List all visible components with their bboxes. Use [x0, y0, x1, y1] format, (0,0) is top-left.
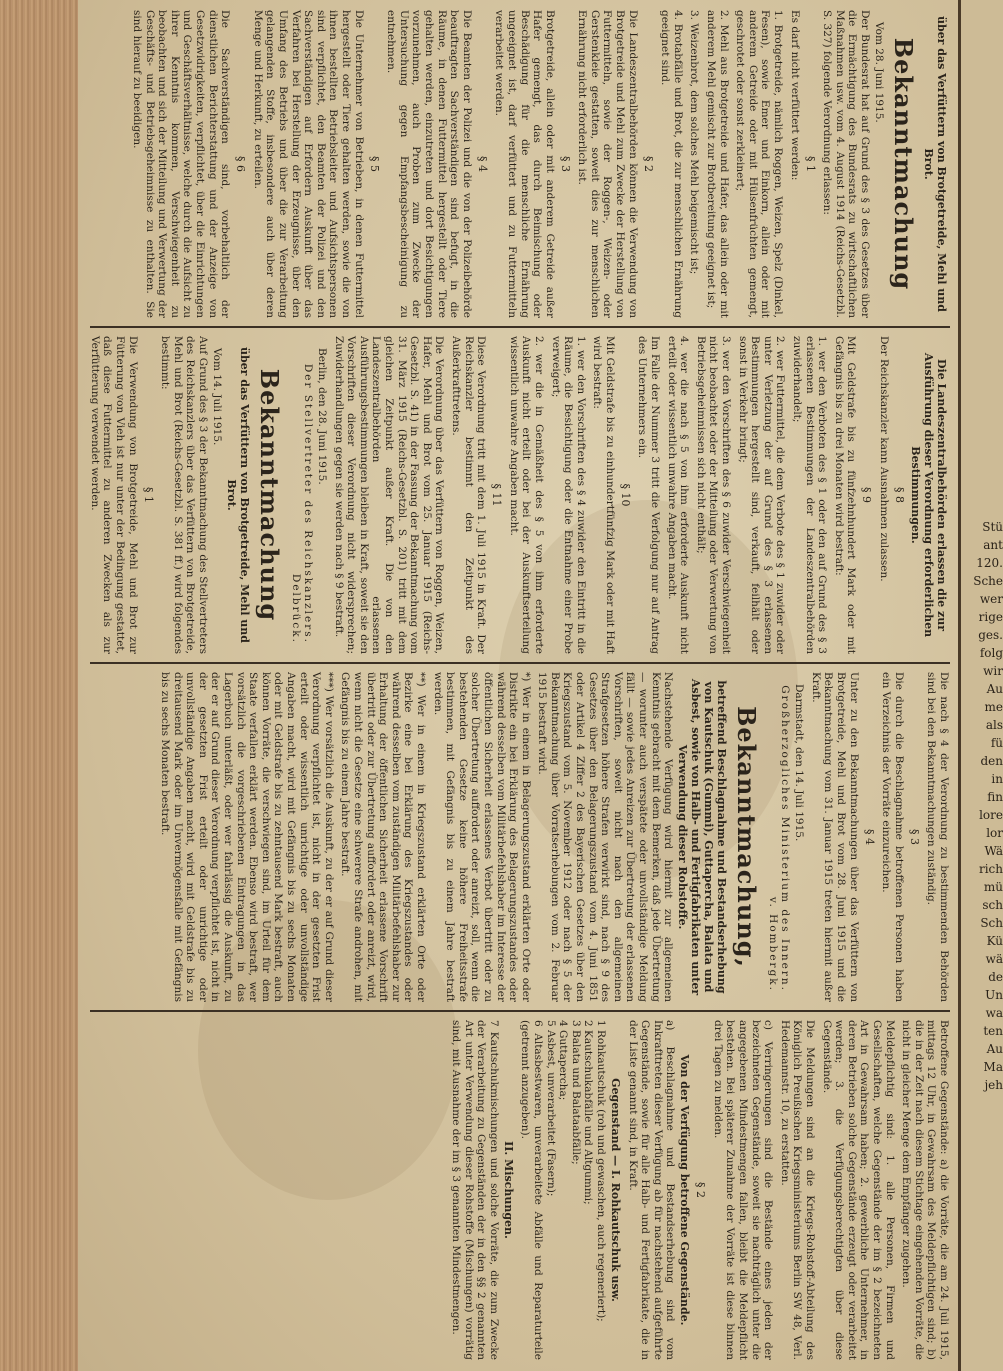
announcement-subheading: Gegenstand — I. Rohkautschuk usw.: [608, 1078, 622, 1302]
announcement-heading: Bekanntmachung: [889, 37, 918, 291]
list-item: 2 Kautschukabfälle und Altgummi;: [582, 1020, 595, 1205]
paragraph: Die Beamten der Polizei und die von der Polizeibehörde beauftragten Sachverständigen sind befugt, in die Räume, in denen Futtermittel hergestellt oder Tiere gehalten werden, einzutreten und dort Besichtigungen vorzunehmen, auch Proben zum Zwecke der Untersuchung gegen Empfangsbescheinigung zu entnehmen.: [385, 10, 473, 318]
section-mark: § 8: [893, 487, 906, 503]
paragraph: Mit Geldstrafe bis zu einhundertfünfzig Mark oder mit Haft wird bestraft:: [591, 336, 616, 654]
section-mark: § 5: [367, 156, 381, 172]
paragraph: a) Beschlagnahme und Bestandserhebung sind vom Inkrafttreten dieser Verfügung ab für nachstehend aufgeführte Gegenstände, sowie für alle Halb- und Fertigfabrikate, die in der Liste genannt sind, in Kraft.: [626, 1020, 677, 1360]
adjacent-page-fragment: wir: [983, 664, 1003, 678]
adjacent-page-fragment: Sche: [973, 574, 1003, 588]
paragraph: 3. wer den Vorschriften des § 6 zuwider Verschwiegenheit nicht beobachtet oder der Mitteilung oder Verwertung von Betriebsgeheimnissen sich nicht enthält;: [694, 336, 733, 654]
book-binding-edge: [0, 0, 80, 1371]
adjacent-page-fragment: lor: [986, 826, 1003, 840]
dateline: Berlin, den 28. Juni 1915.: [316, 348, 329, 485]
paragraph: Die Verordnung über das Verfüttern von Roggen, Weizen, Hafer, Mehl und Brot vom 25. Januar 1915 (Reichs-Gesetzbl. S. 41) in der Fassung der Bekanntmachung vom 31. März 1915 (Reichs-Gesetzbl. S. 201) tritt mit dem gleichen Zeitpunkt außer Kraft. Die von den Landeszentralbehörden erlassenen Ausführungsbestimmungen bleiben in Kraft, soweit sie den Vorschriften dieser Verordnung nicht widersprechen; Zuwiderhandlungen gegen sie werden nach § 9 bestraft.: [332, 336, 446, 654]
paragraph: Unter zu den Bekanntmachungen über das Verfüttern von Brotgetreide, Mehl und Brot vom 28. Juni 1915 und die Bekanntmachung vom 31. Januar 1915 treten hiermit außer Kraft.: [809, 672, 860, 1002]
signature-line: Der Stellvertreter des Reichskanzlers. Delbrück.: [290, 363, 315, 644]
section-mark: § 2: [694, 1182, 708, 1198]
adjacent-page-fragment: fin: [987, 790, 1003, 804]
adjacent-page-fragment: sch: [982, 898, 1003, 912]
list-item: 6 Altasbestwaren, unverarbeitete Abfälle und Reparaturteile (getrennt anzugeben).: [519, 1020, 544, 1360]
adjacent-page-edge: [958, 0, 1003, 1371]
adjacent-page-fragment: den: [980, 754, 1003, 768]
paragraph: Meldepflichtig sind: 1. alle Personen, Firmen und Gesellschaften, welche Gegenstände der im § 2 bezeichneten Art in Gewahrsam haben; 2. gewerbliche Unternehmer, in deren Betrieben solche Gegenstände erzeugt oder verarbeitet werden; 3. die Verfügungsberechtigten über diese Gegenstände.: [820, 1020, 896, 1360]
section-mark: § 10: [618, 483, 632, 507]
paragraph: Der Reichskanzler kann Ausnahmen zulassen.: [878, 336, 890, 582]
announcement-subheading: II. Mischungen.: [501, 1141, 515, 1239]
section-mark: § 4: [862, 829, 876, 845]
column-3: [90, 672, 950, 1002]
announcement-heading: Bekanntmachung,: [732, 706, 762, 968]
paragraph: Die durch die Beschlagnahme betroffenen Personen haben ein Verzeichnis der Vorräte einzureichen.: [880, 672, 905, 1002]
paragraph: 2. Mehl aus Brotgetreide und Hafer, das allein oder mit anderem Mehl gemischt zur Brotbereitung geeignet ist;: [705, 10, 730, 318]
column-1: [90, 10, 950, 318]
paragraph: Mit Geldstrafe bis zu fünfzehnhundert Mark oder mit Gefängnis bis zu drei Monaten wird bestraft:: [832, 336, 858, 654]
paragraph: 1. Brotgetreide, nämlich Roggen, Weizen, Spelz (Dinkel, Fesen), sowie Emer und Einkorn, allein oder mit anderem Getreide oder mit Hülsenfrüchten gemengt, geschrotet oder sonst zerkleinert;: [734, 10, 785, 318]
section-mark: § 1: [141, 487, 155, 503]
adjacent-page-fragment: als: [985, 718, 1003, 732]
paragraph: c) Verringerungen sind die Bestände eines jeden der bezeichneten Gegenstände, soweit sie nachträglich unter die angegebenen Mindestmengen fallen, bleibt die Meldepflicht bestehen. Bei späterer Zunahme der Vorräte ist diese binnen drei Tagen zu melden.: [711, 1020, 775, 1360]
adjacent-page-fragment: ten: [983, 1024, 1003, 1038]
dateline: Vom 28. Juni 1915.: [873, 22, 885, 123]
paragraph: Im Falle der Nummer 3 tritt die Verfolgung nur auf Antrag des Unternehmers ein.: [636, 336, 662, 654]
adjacent-page-fragment: Au: [986, 1042, 1003, 1056]
paragraph: Brotgetreide, allein oder mit anderem Getreide außer Hafer gemengt, das durch Beimischung oder Beschädigung für die menschliche Ernährung ungeeignet ist, darf verfüttert und zu Futtermitteln verarbeitet werden.: [493, 10, 556, 318]
column-2: [90, 336, 950, 654]
paragraph: Die Meldungen sind an die Kriegs-Rohstoff-Abteilung des Königlich Preußischen Kriegsministeriums Berlin SW 48, Verl. Hedemannstr. 10, zu erstatten.: [778, 1020, 817, 1360]
adjacent-page-fragment: Sch: [980, 916, 1003, 930]
list-item: 5 Asbest, unverarbeitet (Fasern);: [544, 1020, 557, 1197]
paragraph: *) Wer in einem in Belagerungszustand erklärten Orte oder Distrikte ein bei Erklärung des Belagerungszustandes oder während desselben vom Militärbefehlshaber im Interesse der öffentlichen Sicherheit erlassenes Verbot übertritt oder zu solcher Übertretung auffordert oder anreizt, soll, wenn die bestehenden Gesetze keine höhere Freiheitsstrafe bestimmen, mit Gefängnis bis zu einem Jahre bestraft werden.: [431, 672, 532, 1002]
paragraph: Die Landeszentralbehörden können die Verwendung von Brotgetreide und Mehl zum Zwecke der Herstellung von Futtermitteln, sowie der Roggen-, Weizen- oder Gerstenkleie gestatten, soweit dies zur menschlichen Ernährung nicht erforderlich ist.: [576, 10, 639, 318]
adjacent-page-fragment: Kü: [986, 934, 1003, 948]
adjacent-page-fragment: fü: [990, 736, 1003, 750]
announcement-subheading: betreffend Beschlagnahme und Bestandserhebung von Kautschuk (Gummi), Guttapercha, Balata und Asbest, sowie von Halb- und Fertigfabrikaten unter Verwendung dieser Rohstoffe.: [676, 678, 729, 996]
adjacent-page-fragment: wer: [979, 592, 1003, 606]
paragraph: 4. wer die nach § 5 von ihm erforderte Auskunft nicht erteilt oder wissentlich unwahre Angaben macht.: [665, 336, 691, 654]
adjacent-page-fragment: 120.: [976, 556, 1003, 570]
signature-line: Großherzogliches Ministerium des Innern. v. Hombergk.: [767, 685, 792, 992]
dateline: Darmstadt, den 14. Juli 1915.: [793, 684, 806, 842]
adjacent-page-fragment: ant: [983, 538, 1003, 552]
paragraph: 1. wer den Verboten des § 1 oder den auf Grund des § 3 erlassenen Bestimmungen der Landeszentralbehörden zuwiderhandelt;: [791, 336, 829, 654]
announcement-subheading: Die Landeszentralbehörden erlassen die zur Ausführung dieser Verordnung erforderlichen Bestimmungen.: [909, 352, 948, 638]
section-mark: § 4: [475, 156, 489, 172]
paragraph: 2. wer Futtermittel, die dem Verbote des § 1 zuwider oder unter Verletzung der auf Grund des § 3 erlassenen Bestimmungen hergestellt sind, verkauft, feilhält oder sonst in Verkehr bringt;: [736, 336, 787, 654]
paragraph: ***) Wer vorsätzlich die Auskunft, zu der er auf Grund dieser Verordnung verpflichtet ist, nicht in der gesetzten Frist erteilt oder wissentlich unrichtige oder unvollständige Angaben macht, wird mit Gefängnis bis zu sechs Monaten oder mit Geldstrafe bis zu zehntausend Mark bestraft, auch können Vorräte, die verschwiegen sind, im Urteil für dem Staate verfallen erklärt werden. Ebenso wird bestraft, wer vorsätzlich die vorgeschriebenen Eintragungen in das Lagerbuch unterläßt, oder wer fahrlässig die Auskunft, zu der er auf Grund dieser Verordnung verpflichtet ist, nicht in der gesetzten Frist erteilt oder unrichtige oder unvollständige Angaben macht, wird mit Geldstrafe bis zu dreitausend Mark oder im Unvermögensfalle mit Gefängnis bis zu sechs Monaten bestraft.: [159, 672, 335, 1002]
adjacent-page-fragment: Wä: [984, 844, 1003, 858]
adjacent-page-fragment: Au: [986, 682, 1003, 696]
section-mark: § 11: [490, 483, 504, 507]
paragraph: Auf Grund des § 3 der Bekanntmachung des Stellvertreters des Reichskanzlers über das Verfüttern von Brotgetreide, Mehl und Brot (Reichs-Gesetzbl. S. 381 ff.) wird folgendes bestimmt:: [159, 336, 210, 654]
list-item: 3 Balata und Balataabfälle;: [569, 1020, 582, 1165]
paragraph: Nachstehende Verfügung wird hiermit zur allgemeinen Kenntnis gebracht mit dem Bemerken, daß jede Übertretung — worunter auch verspätete oder unvollständige Meldung fällt — sowie jedes Anreizen zur Übertretung der erlassenen Vorschriften, soweit nicht nach den allgemeinen Strafgesetzen höhere Strafen verwirkt sind, nach § 9 des Gesetzes über den Belagerungszustand vom 4. Juni 1851 oder Artikel 4 Ziffer 2 des Bayerischen Gesetzes über den Kriegszustand vom 5. November 1912 oder nach § 5 der Bekanntmachung über Vorratserhebungen vom 2. Februar 1915 bestraft wird.: [536, 672, 675, 1002]
adjacent-page-fragment: wä: [985, 952, 1003, 966]
announcement-subheading: über das Verfüttern von Brotgetreide, Mehl und Brot.: [922, 15, 948, 312]
paragraph: **) Wer in einem in Kriegszustand erklärten Orte oder Bezirke eine bei Erklärung des Kriegszustandes oder während desselben vom zuständigen Militärbefehlshaber zur Erhaltung der öffentlichen Sicherheit erlassene Vorschrift übertritt oder zur Übertretung auffordert oder anreizt, wird, wenn nicht die Gesetze eine schwerere Strafe androhen, mit Gefängnis bis zu einem Jahre bestraft.: [339, 672, 427, 1002]
adjacent-page-fragment: in: [991, 772, 1003, 786]
section-mark: § 6: [234, 156, 248, 172]
adjacent-page-fragment: rige: [978, 610, 1003, 624]
section-mark: § 1: [803, 156, 817, 172]
paragraph: Die Unternehmer von Betrieben, in denen Futtermittel hergestellt oder Tiere gehalten werden, sowie die von ihnen bestellten Betriebsleiter und Aufsichtspersonen sind verpflichtet, den Beamten der Polizei und den Sachverständigen auf Erfordern Auskunft über das Verfahren bei Herstellung der Erzeugnisse, über den Umfang des Betriebs und über die zur Verarbeitung gelangenden Stoffe, insbesondere auch über deren Menge und Herkunft, zu erteilen.: [251, 10, 365, 318]
adjacent-page-fragment: lore: [979, 808, 1003, 822]
paragraph: Die nach § 4 der Verordnung zu bestimmenden Behörden sind bei den Bekanntmachungen zuständig.: [925, 672, 950, 1002]
adjacent-page-fragment: folg: [979, 646, 1003, 660]
adjacent-page-fragment: Stü: [982, 520, 1003, 534]
announcement-subheading: über das Verfüttern von Brotgetreide, Mehl und Brot.: [225, 346, 252, 643]
paragraph: Es darf nicht verfüttert werden:: [788, 10, 801, 181]
adjacent-page-fragment: rich: [978, 862, 1003, 876]
dateline: Vom 14. Juli 1915.: [211, 348, 224, 446]
section-mark: § 3: [558, 156, 572, 172]
adjacent-page-fragment: wa: [985, 1006, 1003, 1020]
paragraph: 7 Kautschukmischungen und solche Vorräte, die zum Zwecke der Verarbeitung zu Gegenständen der in den §§ 2 genannten Art unter Verwendung dieser Rohstoffe (Mischungen) vorrätig sind, mit Ausnahme der im § 3 genannten Mindestmengen.: [450, 1020, 500, 1360]
list-item: 1 Rohkautschuk (roh und gewaschen, auch regeneriert);: [594, 1020, 607, 1322]
section-mark: § 3: [907, 829, 921, 845]
section-mark: § 9: [860, 487, 874, 503]
paragraph: Betroffene Gegenstände: a) die Vorräte, die am 24. Juli 1915, mittags 12 Uhr, in Gewahrsam des Meldepflichtigen sind; b) die in der Zeit nach diesem Stichtage eingehenden Vorräte, die nicht in gleicher Menge dem Empfänger zugehen.: [900, 1020, 950, 1360]
paragraph: Die Sachverständigen sind, vorbehaltlich der dienstlichen Berichterstattung und der Anzeige von Gesetzwidrigkeiten, verpflichtet, über die Einrichtungen und Geschäftsverhältnisse, welche durch die Aufsicht zu ihrer Kenntnis kommen, Verschwiegenheit zu beobachten und sich der Mitteilung und Verwertung der Geschäfts- und Betriebsgeheimnisse zu enthalten. Sie sind hierauf zu beeidigen.: [131, 10, 232, 318]
adjacent-page-fragment: Un: [985, 988, 1003, 1002]
newspaper-page: [78, 0, 958, 1371]
adjacent-page-fragment: ges.: [978, 628, 1003, 642]
paragraph: Diese Verordnung tritt mit dem 1. Juli 1915 in Kraft. Der Reichskanzler bestimmt den Zeitpunkt des Außerkrafttretens.: [449, 336, 488, 654]
adjacent-page-fragment: mü: [983, 880, 1003, 894]
paragraph: Der Bundesrat hat auf Grund des § 3 des Gesetzes über die Ermächtigung des Bundesrats zu wirtschaftlichen Maßnahmen usw. vom 4. August 1914 (Reichs-Gesetzbl. S. 327) folgende Verordnung erlassen:: [821, 10, 871, 318]
column-4: [90, 1020, 950, 1360]
section-mark: § 2: [641, 156, 655, 172]
announcement-subheading: Von der Verfügung betroffene Gegenstände.: [678, 1054, 692, 1326]
rotated-sheet: [78, 0, 958, 1371]
adjacent-page-fragment: Ma: [983, 1060, 1003, 1074]
adjacent-page-fragment: me: [984, 700, 1003, 714]
paragraph: Die Verwendung von Brotgetreide, Mehl und Brot zur Fütterung von Vieh ist nur unter der Bedingung gestattet, daß diese Futtermittel zu anderen Zwecken als zur Verfütterung verwendet werden.: [88, 336, 139, 654]
adjacent-page-fragment: jeh: [984, 1078, 1003, 1092]
paragraph: 3. Weizenbrot, dem solches Mehl beigemischt ist;: [688, 10, 701, 275]
paragraph: 4. Brotabfälle und Brot, die zur menschlichen Ernährung geeignet sind.: [659, 10, 684, 318]
list-item: 4 Guttapercha;: [557, 1020, 570, 1101]
announcement-heading: Bekanntmachung: [255, 368, 285, 622]
paragraph: 2. wer die in Gemäßheit des § 5 von ihm erforderte Auskunft nicht erteilt oder bei der Auskunftserteilung wissentlich unwahre Angaben macht.: [507, 336, 545, 654]
item-list: [519, 1020, 607, 1360]
adjacent-page-fragment: de: [988, 970, 1003, 984]
paragraph: 1. wer den Vorschriften des § 4 zuwider den Eintritt in die Räume, die Besichtigung oder die Entnahme einer Probe verweigert;: [549, 336, 587, 654]
